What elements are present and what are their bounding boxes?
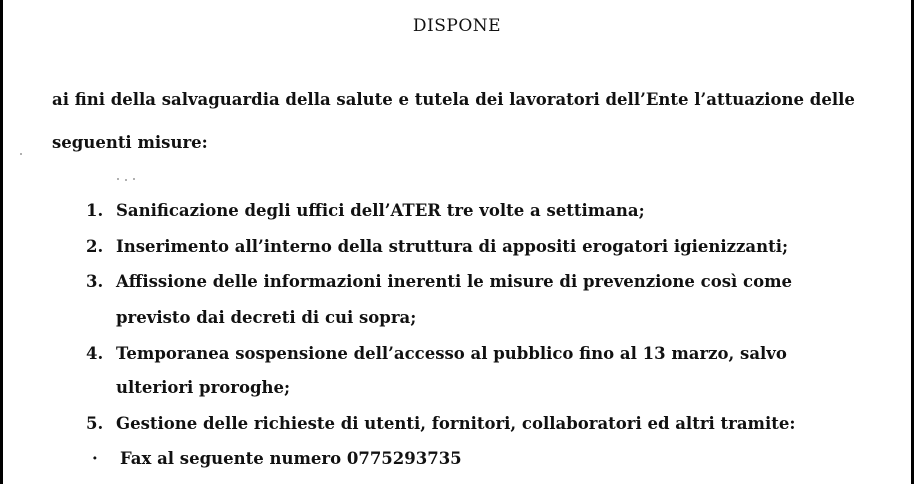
scan-speck <box>20 153 22 155</box>
intro-line-1: ai fini della salvaguardia della salute e tutela dei lavoratori dell’Ente l’attuazione delle <box>52 90 855 109</box>
list-item-text: Temporanea sospensione dell’accesso al pubblico fino al 13 marzo, salvo <box>116 344 787 363</box>
scan-speck <box>125 179 127 181</box>
page-border-left <box>0 0 3 484</box>
intro-line-2: seguenti misure: <box>52 133 208 152</box>
list-item-2 <box>86 237 886 256</box>
list-item-3 <box>86 272 886 291</box>
list-item-number: 4. <box>86 344 104 363</box>
list-item-text: Affissione delle informazioni inerenti le misure di prevenzione così come <box>116 272 793 291</box>
list-item-number: 2. <box>86 237 104 256</box>
sub-bullet-fax <box>92 449 462 468</box>
bullet-dot-icon: · <box>92 449 98 468</box>
scan-speck <box>117 178 119 180</box>
list-item-5 <box>86 414 886 433</box>
list-item-text: Inserimento all’interno della struttura di appositi erogatori igienizzanti; <box>116 237 789 256</box>
list-item-4 <box>86 344 886 363</box>
list-item-number: 3. <box>86 272 104 291</box>
sub-bullet-text: Fax al seguente numero 0775293735 <box>120 449 462 468</box>
list-item-text: Gestione delle richieste di utenti, fornitori, collaboratori ed altri tramite: <box>116 414 796 433</box>
list-item-4-continuation: ulteriori proroghe; <box>116 378 291 397</box>
list-item-text: Sanificazione degli uffici dell’ATER tre volte a settimana; <box>116 201 645 220</box>
section-heading: DISPONE <box>412 16 502 36</box>
list-item-number: 5. <box>86 414 104 433</box>
list-item-3-continuation: previsto dai decreti di cui sopra; <box>116 308 417 327</box>
scan-speck <box>133 178 135 180</box>
list-item-number: 1. <box>86 201 104 220</box>
list-item-1 <box>86 201 886 220</box>
